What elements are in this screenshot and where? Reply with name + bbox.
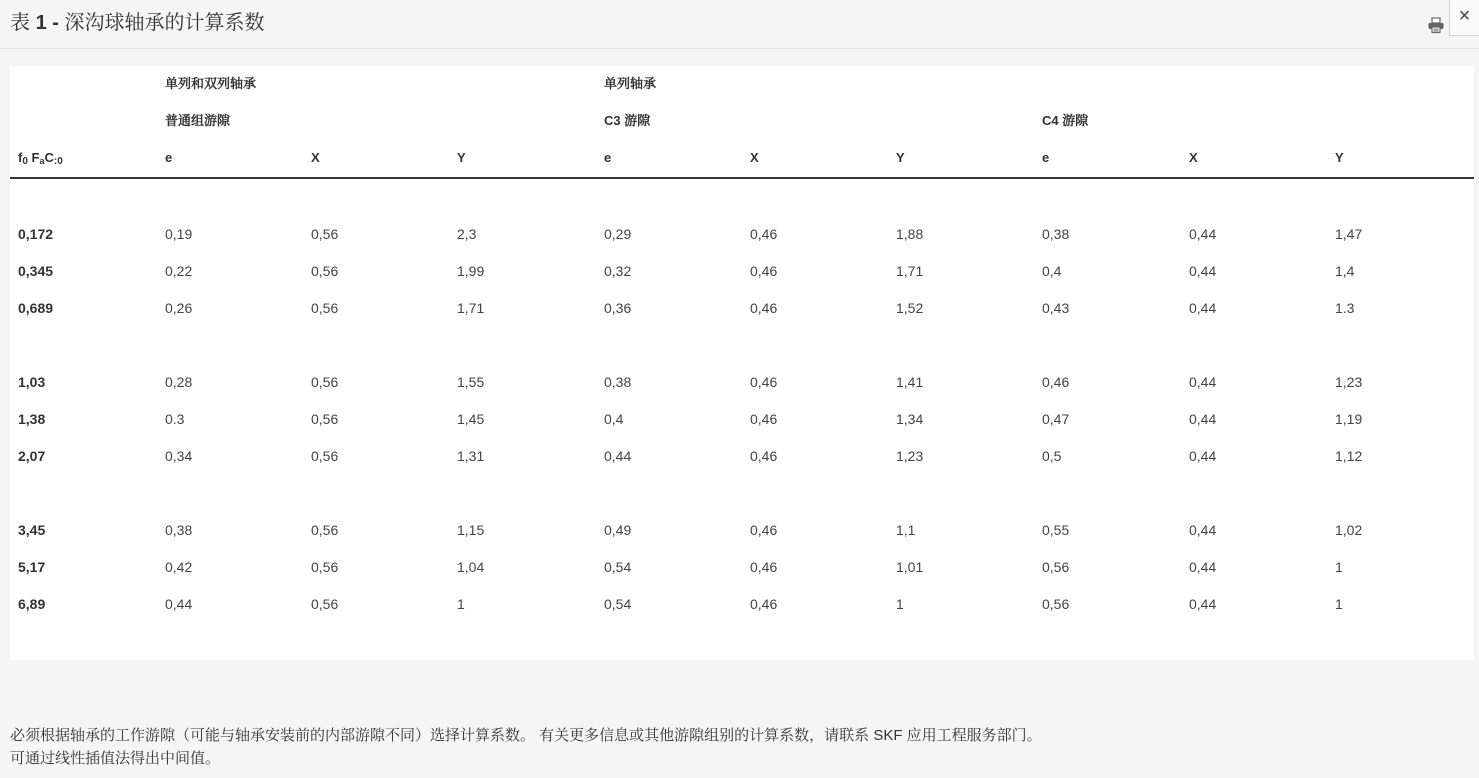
table-cell: 0,44 [1189, 448, 1217, 464]
table-cell: 0,54 [604, 596, 632, 612]
table-cell: 0,42 [165, 559, 193, 575]
footnote-line-2: 可通过线性插值法得出中间值。 [10, 750, 221, 767]
table-cell: 1 [457, 596, 465, 612]
table-cell: 0,4 [604, 411, 624, 427]
table-cell: 1,12 [1335, 448, 1363, 464]
table-cell: 0,46 [1042, 374, 1070, 390]
table-cell: 1,41 [896, 374, 924, 390]
close-icon: × [1458, 5, 1471, 27]
table-cell: 0,55 [1042, 522, 1070, 538]
table-cell: 0,56 [311, 374, 339, 390]
table-cell: 0,44 [1189, 300, 1217, 316]
table-cell: 0,46 [750, 300, 778, 316]
row-label: 1,38 [18, 411, 46, 427]
column-header: X [1189, 150, 1198, 165]
table-cell: 0,38 [1042, 226, 1070, 242]
table-cell: 0,56 [311, 559, 339, 575]
row-label: 5,17 [18, 559, 46, 575]
row-label: 3,45 [18, 522, 46, 538]
table-cell: 0,46 [750, 411, 778, 427]
table-cell: 0,46 [750, 263, 778, 279]
table-cell: 1 [1335, 596, 1343, 612]
table-cell: 1,99 [457, 263, 485, 279]
table-cell: 1.3 [1335, 300, 1355, 316]
table-cell: 1,04 [457, 559, 485, 575]
table-cell: 0,4 [1042, 263, 1062, 279]
table-cell: 1,23 [896, 448, 924, 464]
column-header: Y [896, 150, 905, 165]
table-cell: 0,56 [311, 596, 339, 612]
row-label: 0,345 [18, 263, 54, 279]
table-cell: 0,56 [1042, 559, 1070, 575]
table-cell: 0,46 [750, 559, 778, 575]
table-cell: 1,02 [1335, 522, 1363, 538]
table-cell: 1,19 [1335, 411, 1363, 427]
table-cell: 0,44 [1189, 522, 1217, 538]
row-label: 6,89 [18, 596, 46, 612]
table-cell: 1 [1335, 559, 1343, 575]
table-cell: 1,01 [896, 559, 924, 575]
table-cell: 0,44 [1189, 411, 1217, 427]
column-header: e [604, 150, 612, 165]
row-label: 2,07 [18, 448, 46, 464]
table-cell: 0,28 [165, 374, 193, 390]
table-cell: 0,44 [1189, 559, 1217, 575]
table-cell: 1,55 [457, 374, 485, 390]
close-button[interactable] [1449, 0, 1479, 36]
table-cell: 1,88 [896, 226, 924, 242]
column-header: e [165, 150, 173, 165]
clearance-header-c3: C3 游隙 [604, 113, 651, 128]
table-cell: 0,44 [1189, 226, 1217, 242]
table-cell: 0,44 [1189, 596, 1217, 612]
table-cell: 0,56 [311, 522, 339, 538]
table-cell: 0,46 [750, 448, 778, 464]
table-cell: 1,23 [1335, 374, 1363, 390]
table-cell: 0,56 [311, 226, 339, 242]
table-cell: 0,38 [165, 522, 193, 538]
table-cell: 1,15 [457, 522, 485, 538]
clearance-header-c4: C4 游隙 [1042, 113, 1089, 128]
table-cell: 0,38 [604, 374, 632, 390]
table-cell: 0,46 [750, 522, 778, 538]
table-cell: 0,44 [604, 448, 632, 464]
column-header-load-ratio: f0 FaC:0 [18, 150, 63, 167]
row-label: 1,03 [18, 374, 46, 390]
table-cell: 0,19 [165, 226, 193, 242]
table-cell: 0,22 [165, 263, 193, 279]
title-text: 深沟球轴承的计算系数 [64, 12, 265, 34]
column-header: e [1042, 150, 1050, 165]
table-cell: 1,47 [1335, 226, 1363, 242]
table-cell: 0,43 [1042, 300, 1070, 316]
table-cell: 0,46 [750, 226, 778, 242]
table-cell: 0,56 [1042, 596, 1070, 612]
table-cell: 0,56 [311, 300, 339, 316]
table-cell: 1 [896, 596, 904, 612]
table-number: 1 - [35, 12, 59, 34]
table-cell: 0,34 [165, 448, 193, 464]
table-cell: 0,56 [311, 411, 339, 427]
table-cell: 1,71 [457, 300, 485, 316]
table-cell: 0,54 [604, 559, 632, 575]
table-cell: 0,5 [1042, 448, 1062, 464]
table-cell: 0,46 [750, 596, 778, 612]
table-cell: 1,4 [1335, 263, 1355, 279]
coefficient-table [10, 66, 1474, 660]
table-cell: 0,56 [311, 448, 339, 464]
row-label: 0,689 [18, 300, 54, 316]
table-cell: 1,34 [896, 411, 924, 427]
table-cell: 0,26 [165, 300, 193, 316]
printer-icon[interactable] [1427, 16, 1445, 34]
table-cell: 0,49 [604, 522, 632, 538]
title-prefix: 表 [10, 12, 30, 34]
table-cell: 2,3 [457, 226, 477, 242]
footnote-line-1: 必须根据轴承的工作游隙（可能与轴承安装前的内部游隙不同）选择计算系数。 有关更多信息或其他游隙组别的计算系数，请联系 SKF 应用工程服务部门。 [10, 727, 1042, 744]
table-cell: 0,46 [750, 374, 778, 390]
table-cell: 1,31 [457, 448, 485, 464]
table-cell: 0,44 [1189, 374, 1217, 390]
table-cell: 1,45 [457, 411, 485, 427]
column-header: Y [1335, 150, 1344, 165]
table-cell: 0,32 [604, 263, 632, 279]
clearance-header-normal: 普通组游隙 [165, 113, 231, 128]
row-label: 0,172 [18, 226, 54, 242]
group-header-single-double: 单列和双列轴承 [165, 76, 257, 91]
group-header-single: 单列轴承 [604, 76, 657, 91]
table-cell: 0,47 [1042, 411, 1070, 427]
header-rule [10, 177, 1474, 179]
table-cell: 1,1 [896, 522, 916, 538]
table-cell: 0,36 [604, 300, 632, 316]
dialog-header [0, 0, 1479, 49]
table-cell: 0,44 [165, 596, 193, 612]
table-cell: 0,44 [1189, 263, 1217, 279]
table-cell: 1,52 [896, 300, 924, 316]
table-cell: 1,71 [896, 263, 924, 279]
table-cell: 0,29 [604, 226, 632, 242]
dialog-title [10, 6, 264, 35]
column-header: X [311, 150, 320, 165]
column-header: Y [457, 150, 466, 165]
column-header: X [750, 150, 759, 165]
table-cell: 0.3 [165, 411, 185, 427]
table-cell: 0,56 [311, 263, 339, 279]
